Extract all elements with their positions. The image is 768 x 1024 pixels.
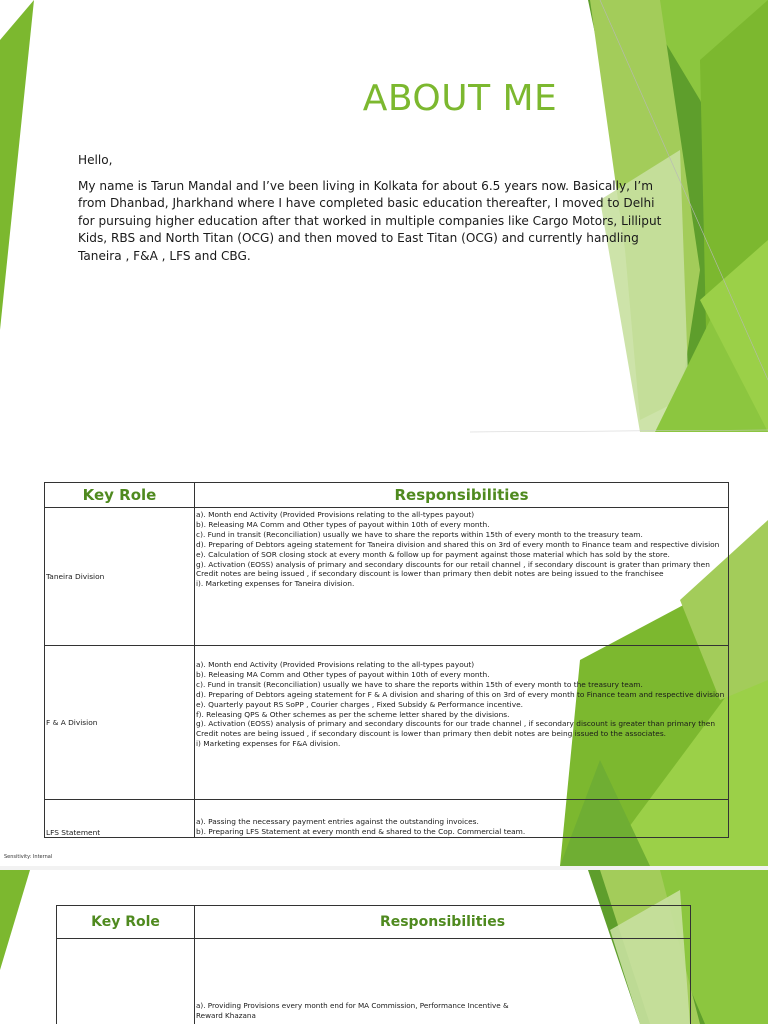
header-key-role: Key Role: [57, 906, 195, 939]
list-item: d). Preparing of Debtors ageing statement for Taneira division and shared this on 3rd of every month to Finance team and respective division: [196, 539, 720, 549]
table-header-row: [45, 483, 729, 508]
list-item: f). Releasing QPS & Other schemes as per the scheme letter shared by the divisions.: [196, 709, 510, 719]
intro-paragraph: My name is Tarun Mandal and I’ve been living in Kolkata for about 6.5 years now. Basically, I’m from Dhanbad, Jharkhand where I have completed basic education thereafter, I moved to Delhi for pursuing higher education after that worked in multiple companies like Cargo Motors, Lilliput Kids, RBS and North Titan (OCG) and then moved to East Titan (OCG) and currently handling Taneira , F&A , LFS and CBG.: [78, 178, 662, 263]
list-item: c). Fund in transit (Reconciliation) usually we have to share the reports within 15th of every month to the treasury team.: [196, 679, 643, 689]
responsibilities-cell: [195, 800, 729, 838]
table-row: [57, 939, 691, 1024]
table-row: [45, 646, 729, 800]
list-item: a). Providing Provisions every month end for MA Commission, Performance Incentive & Reward Khazana: [196, 1001, 509, 1020]
slide-responsibilities-continued: [0, 870, 768, 1024]
header-responsibilities: Responsibilities: [195, 906, 691, 939]
list-item: c). Fund in transit (Reconciliation) usually we have to share the reports within 15th of every month to the treasury team.: [196, 529, 643, 539]
role-cell: LFS Statement: [45, 800, 195, 838]
intro-text: [78, 152, 668, 274]
list-item: a). Month end Activity (Provided Provisions relating to the all-types payout): [196, 660, 475, 669]
list-item: g). Activation (EOSS) analysis of primary and secondary discounts for our retail channel , if secondary discount is grater than primary then Credit notes are being issued , if secondary discount is lower than primary then debit notes are being issued to the franchisee: [196, 559, 710, 579]
role-cell: F & A Division: [45, 646, 195, 800]
list-item: d). Preparing of Debtors ageing statement for F & A division and sharing of this on 3rd of every month to Finance team and respective division: [196, 689, 725, 699]
list-item: i). Marketing expenses for Taneira division.: [196, 579, 355, 589]
responsibilities-table: [56, 905, 691, 1024]
responsibilities-table: [44, 482, 729, 838]
responsibilities-cell: [195, 939, 691, 1024]
list-item: i) Marketing expenses for F&A division.: [196, 739, 341, 749]
header-key-role: Key Role: [45, 483, 195, 508]
list-item: g). Activation (EOSS) analysis of primary and secondary discounts for our trade channel , if secondary discount is greater than primary then Credit notes are being issued , if secondary discount is lower than primary then debit notes are being issued to the associates.: [196, 719, 716, 739]
role-cell: Taneira Division: [45, 508, 195, 646]
list-item: a). Passing the necessary payment entries against the outstanding invoices.: [196, 817, 479, 827]
list-item: b). Releasing MA Comm and Other types of payout within 10th of every month.: [196, 669, 490, 679]
page-title: ABOUT ME: [362, 78, 558, 119]
table-row: [45, 508, 729, 646]
sensitivity-label: Sensitivity: Internal: [4, 854, 53, 860]
list-item: a). Month end Activity (Provided Provisions relating to the all-types payout): [196, 510, 475, 519]
responsibilities-cell: [195, 646, 729, 800]
table-row: [45, 800, 729, 838]
role-cell: [57, 939, 195, 1024]
header-responsibilities: Responsibilities: [195, 483, 729, 508]
list-item: e). Calculation of SOR closing stock at every month & follow up for payment against those material which has sold by the store.: [196, 549, 670, 559]
list-item: b). Preparing LFS Statement at every month end & shared to the Cop. Commercial team.: [196, 827, 526, 837]
list-item: b). Releasing MA Comm and Other types of payout within 10th of every month.: [196, 519, 490, 529]
greeting: Hello,: [78, 153, 113, 167]
responsibilities-cell: [195, 508, 729, 646]
list-item: e). Quarterly payout RS SoPP , Courier charges , Fixed Subsidy & Performance incentive.: [196, 699, 524, 709]
table-header-row: [57, 906, 691, 939]
